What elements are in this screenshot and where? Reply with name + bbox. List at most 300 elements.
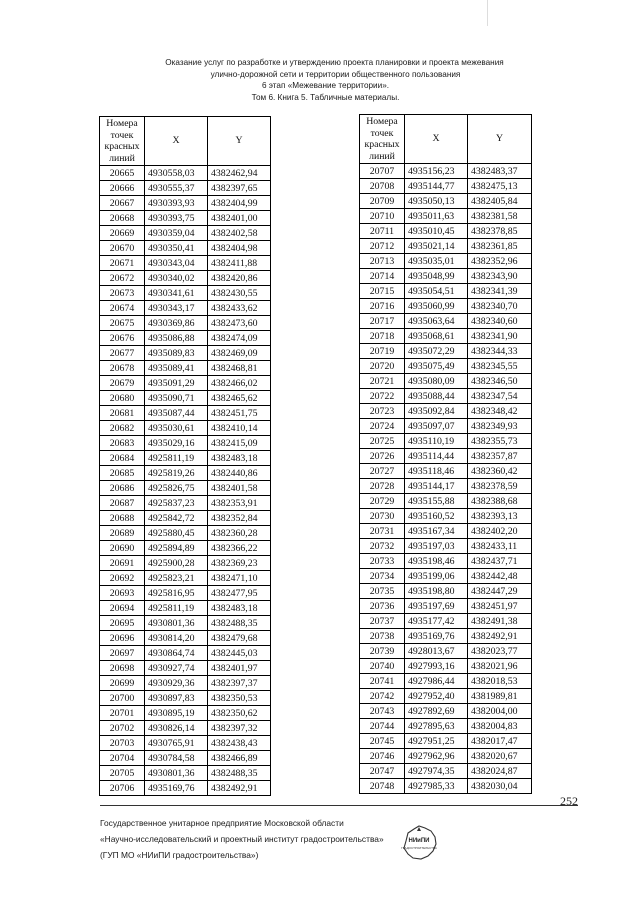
- table-row: [100, 721, 271, 736]
- table-row: [100, 346, 271, 361]
- y-coordinate-cell: 4382017,47: [468, 734, 532, 749]
- table-row: [360, 734, 532, 749]
- y-coordinate-cell: 4382430,55: [208, 286, 271, 301]
- point-number-cell: 20668: [100, 211, 145, 226]
- x-coordinate-cell: 4930801,36: [145, 616, 208, 631]
- y-coordinate-cell: 4382466,02: [208, 376, 271, 391]
- x-coordinate-cell: 4930927,74: [145, 661, 208, 676]
- point-number-cell: 20721: [360, 374, 405, 389]
- point-number-cell: 20667: [100, 196, 145, 211]
- point-number-cell: 20720: [360, 359, 405, 374]
- table-row: [100, 331, 271, 346]
- page-number: 252: [560, 794, 578, 808]
- point-number-cell: 20739: [360, 644, 405, 659]
- table-row: [100, 541, 271, 556]
- logo-subtext: ГРАДОСТРОИТЕЛЬСТВА: [401, 846, 437, 850]
- y-coordinate-cell: 4381989,81: [468, 689, 532, 704]
- y-coordinate-cell: 4382488,35: [208, 616, 271, 631]
- y-coordinate-cell: 4382388,68: [468, 494, 532, 509]
- x-coordinate-cell: 4925900,28: [145, 556, 208, 571]
- table-row: [100, 706, 271, 721]
- point-number-cell: 20731: [360, 524, 405, 539]
- y-coordinate-cell: 4382415,09: [208, 436, 271, 451]
- x-coordinate-cell: 4935169,76: [405, 629, 468, 644]
- x-coordinate-cell: 4927985,33: [405, 779, 468, 794]
- y-coordinate-cell: 4382433,62: [208, 301, 271, 316]
- point-number-cell: 20708: [360, 179, 405, 194]
- table-row: [100, 211, 271, 226]
- point-number-cell: 20742: [360, 689, 405, 704]
- point-number-cell: 20744: [360, 719, 405, 734]
- point-number-cell: 20709: [360, 194, 405, 209]
- point-number-cell: 20715: [360, 284, 405, 299]
- y-coordinate-cell: 4382343,90: [468, 269, 532, 284]
- x-coordinate-cell: 4930897,83: [145, 691, 208, 706]
- point-header-line: линий: [109, 152, 135, 164]
- x-coordinate-cell: 4935156,23: [405, 164, 468, 179]
- y-coordinate-cell: 4382447,29: [468, 584, 532, 599]
- point-number-cell: 20748: [360, 779, 405, 794]
- point-number-cell: 20680: [100, 391, 145, 406]
- point-header-line: Номера: [106, 118, 138, 129]
- table-row: [360, 164, 532, 179]
- y-coordinate-cell: 4382381,58: [468, 209, 532, 224]
- y-coordinate-cell: 4382420,86: [208, 271, 271, 286]
- table-row: [100, 406, 271, 421]
- point-number-cell: 20738: [360, 629, 405, 644]
- table-row: [360, 254, 532, 269]
- point-number-cell: 20704: [100, 751, 145, 766]
- y-coordinate-cell: 4382483,18: [208, 451, 271, 466]
- x-coordinate-cell: 4935118,46: [405, 464, 468, 479]
- y-coordinate-cell: 4382404,99: [208, 196, 271, 211]
- point-number-cell: 20697: [100, 646, 145, 661]
- table-row: [100, 181, 271, 196]
- point-number-cell: 20725: [360, 434, 405, 449]
- point-number-header: [360, 115, 405, 164]
- table-row: [360, 419, 532, 434]
- point-header-line: линий: [369, 150, 395, 162]
- y-coordinate-cell: 4382411,88: [208, 256, 271, 271]
- x-coordinate-cell: 4930343,04: [145, 256, 208, 271]
- x-coordinate-cell: 4930826,14: [145, 721, 208, 736]
- point-header-line: красных: [104, 141, 140, 152]
- point-header-line: Номера: [366, 116, 398, 127]
- y-coordinate-cell: 4382349,93: [468, 419, 532, 434]
- table-row: [360, 314, 532, 329]
- x-coordinate-cell: 4935011,63: [405, 209, 468, 224]
- table-row: [100, 421, 271, 436]
- x-coordinate-cell: 4925826,75: [145, 481, 208, 496]
- table-row: [360, 344, 532, 359]
- table-row: [100, 571, 271, 586]
- document-footer: [100, 815, 384, 863]
- point-number-cell: 20713: [360, 254, 405, 269]
- table-row: [360, 179, 532, 194]
- table-row: [360, 449, 532, 464]
- x-coordinate-cell: 4928013,67: [405, 644, 468, 659]
- footer-line-3: (ГУП МО «НИиПИ градостроительства»): [100, 850, 259, 860]
- y-coordinate-cell: 4382023,77: [468, 644, 532, 659]
- x-coordinate-cell: 4927951,25: [405, 734, 468, 749]
- coordinates-table-right: [359, 114, 532, 794]
- x-coordinate-cell: 4930341,61: [145, 286, 208, 301]
- table-row: [360, 614, 532, 629]
- x-coordinate-cell: 4927962,96: [405, 749, 468, 764]
- table-row: [100, 481, 271, 496]
- point-number-cell: 20743: [360, 704, 405, 719]
- x-coordinate-cell: 4935197,03: [405, 539, 468, 554]
- table-header-row: [100, 117, 271, 166]
- table-row: [360, 569, 532, 584]
- point-number-cell: 20732: [360, 539, 405, 554]
- y-coordinate-cell: 4382462,94: [208, 166, 271, 181]
- table-row: [100, 736, 271, 751]
- y-coordinate-cell: 4382433,11: [468, 539, 532, 554]
- table-row: [100, 601, 271, 616]
- x-coordinate-cell: 4935167,34: [405, 524, 468, 539]
- x-coordinate-cell: 4935060,99: [405, 299, 468, 314]
- y-coordinate-cell: 4382378,59: [468, 479, 532, 494]
- y-coordinate-cell: 4382397,32: [208, 721, 271, 736]
- y-coordinate-cell: 4382492,91: [208, 781, 271, 796]
- x-coordinate-cell: 4935097,07: [405, 419, 468, 434]
- y-coordinate-cell: 4382353,91: [208, 496, 271, 511]
- x-coordinate-cell: 4935030,61: [145, 421, 208, 436]
- table-row: [100, 511, 271, 526]
- x-coordinate-cell: 4935087,44: [145, 406, 208, 421]
- y-coordinate-cell: 4382004,83: [468, 719, 532, 734]
- table-row: [360, 509, 532, 524]
- y-coordinate-cell: 4382479,68: [208, 631, 271, 646]
- y-coordinate-cell: 4382483,37: [468, 164, 532, 179]
- table-row: [360, 299, 532, 314]
- y-coordinate-cell: 4382341,90: [468, 329, 532, 344]
- point-number-header: [100, 117, 145, 166]
- y-coordinate-cell: 4382483,18: [208, 601, 271, 616]
- x-coordinate-cell: 4935092,84: [405, 404, 468, 419]
- y-coordinate-cell: 4382369,23: [208, 556, 271, 571]
- y-coordinate-cell: 4382350,62: [208, 706, 271, 721]
- y-coordinate-cell: 4382366,22: [208, 541, 271, 556]
- y-coordinate-cell: 4382347,54: [468, 389, 532, 404]
- table-body-right: [360, 164, 532, 794]
- table-row: [360, 479, 532, 494]
- y-coordinate-cell: 4382442,48: [468, 569, 532, 584]
- y-coordinate-cell: 4382491,38: [468, 614, 532, 629]
- point-number-cell: 20689: [100, 526, 145, 541]
- x-coordinate-cell: 4935010,45: [405, 224, 468, 239]
- x-coordinate-cell: 4927895,63: [405, 719, 468, 734]
- x-coordinate-cell: 4930555,37: [145, 181, 208, 196]
- point-number-cell: 20677: [100, 346, 145, 361]
- table-row: [100, 286, 271, 301]
- table-row: [360, 764, 532, 779]
- point-number-cell: 20674: [100, 301, 145, 316]
- x-coordinate-cell: 4930359,04: [145, 226, 208, 241]
- y-coordinate-cell: 4382350,53: [208, 691, 271, 706]
- table-row: [100, 301, 271, 316]
- table-row: [360, 779, 532, 794]
- x-coordinate-cell: 4930864,74: [145, 646, 208, 661]
- point-number-cell: 20672: [100, 271, 145, 286]
- y-coordinate-cell: 4382474,09: [208, 331, 271, 346]
- point-number-cell: 20702: [100, 721, 145, 736]
- point-number-cell: 20729: [360, 494, 405, 509]
- x-coordinate-cell: 4935075,49: [405, 359, 468, 374]
- table-row: [100, 436, 271, 451]
- point-number-cell: 20666: [100, 181, 145, 196]
- x-coordinate-cell: 4925811,19: [145, 451, 208, 466]
- table-row: [100, 226, 271, 241]
- point-number-cell: 20695: [100, 616, 145, 631]
- x-coordinate-cell: 4935177,42: [405, 614, 468, 629]
- x-coordinate-cell: 4925842,72: [145, 511, 208, 526]
- y-coordinate-cell: 4382405,84: [468, 194, 532, 209]
- point-number-cell: 20736: [360, 599, 405, 614]
- point-number-cell: 20733: [360, 554, 405, 569]
- point-number-cell: 20693: [100, 586, 145, 601]
- point-number-cell: 20734: [360, 569, 405, 584]
- table-row: [360, 689, 532, 704]
- point-number-cell: 20717: [360, 314, 405, 329]
- table-row: [360, 704, 532, 719]
- y-coordinate-cell: 4382445,03: [208, 646, 271, 661]
- point-number-cell: 20699: [100, 676, 145, 691]
- point-number-cell: 20679: [100, 376, 145, 391]
- point-number-cell: 20730: [360, 509, 405, 524]
- point-number-cell: 20722: [360, 389, 405, 404]
- table-row: [360, 644, 532, 659]
- footer-line-2: «Научно-исследовательский и проектный институт градостроительства»: [100, 834, 384, 844]
- point-number-cell: 20681: [100, 406, 145, 421]
- y-coordinate-cell: 4382451,75: [208, 406, 271, 421]
- footer-divider: [100, 805, 578, 806]
- x-coordinate-cell: 4935198,80: [405, 584, 468, 599]
- y-coordinate-cell: 4382469,09: [208, 346, 271, 361]
- point-number-cell: 20686: [100, 481, 145, 496]
- point-number-cell: 20735: [360, 584, 405, 599]
- point-header-line: красных: [364, 139, 400, 150]
- x-coordinate-cell: 4935050,13: [405, 194, 468, 209]
- x-coordinate-cell: 4930558,03: [145, 166, 208, 181]
- table-row: [100, 496, 271, 511]
- document-header: [0, 57, 629, 103]
- x-coordinate-cell: 4935088,44: [405, 389, 468, 404]
- y-coordinate-cell: 4382030,04: [468, 779, 532, 794]
- point-number-cell: 20673: [100, 286, 145, 301]
- logo-text: НИиПИ: [408, 838, 430, 844]
- table-row: [360, 194, 532, 209]
- point-number-cell: 20694: [100, 601, 145, 616]
- point-number-cell: 20726: [360, 449, 405, 464]
- y-coordinate-cell: 4382346,50: [468, 374, 532, 389]
- y-coordinate-cell: 4382360,28: [208, 526, 271, 541]
- table-row: [100, 256, 271, 271]
- y-coordinate-cell: 4382401,97: [208, 661, 271, 676]
- x-coordinate-cell: 4925823,21: [145, 571, 208, 586]
- point-number-cell: 20711: [360, 224, 405, 239]
- x-header: X: [405, 115, 468, 164]
- y-coordinate-cell: 4382402,20: [468, 524, 532, 539]
- y-coordinate-cell: 4382397,65: [208, 181, 271, 196]
- point-number-cell: 20671: [100, 256, 145, 271]
- y-coordinate-cell: 4382437,71: [468, 554, 532, 569]
- y-coordinate-cell: 4382021,96: [468, 659, 532, 674]
- point-number-cell: 20665: [100, 166, 145, 181]
- x-coordinate-cell: 4935021,14: [405, 239, 468, 254]
- y-coordinate-cell: 4382438,43: [208, 736, 271, 751]
- y-coordinate-cell: 4382488,35: [208, 766, 271, 781]
- x-coordinate-cell: 4925880,45: [145, 526, 208, 541]
- table-row: [360, 584, 532, 599]
- table-row: [360, 674, 532, 689]
- table-row: [360, 359, 532, 374]
- table-row: [100, 316, 271, 331]
- y-coordinate-cell: 4382352,96: [468, 254, 532, 269]
- y-coordinate-cell: 4382475,13: [468, 179, 532, 194]
- point-number-cell: 20714: [360, 269, 405, 284]
- table-row: [360, 374, 532, 389]
- y-coordinate-cell: 4382404,98: [208, 241, 271, 256]
- point-header-line: точек: [110, 129, 134, 141]
- point-number-cell: 20698: [100, 661, 145, 676]
- coordinates-table-left: [99, 116, 271, 796]
- y-coordinate-cell: 4382465,62: [208, 391, 271, 406]
- table-row: [360, 284, 532, 299]
- point-number-cell: 20700: [100, 691, 145, 706]
- y-coordinate-cell: 4382355,73: [468, 434, 532, 449]
- table-row: [360, 659, 532, 674]
- table-row: [100, 196, 271, 211]
- header-line-4: Том 6. Книга 5. Табличные материалы.: [251, 92, 400, 102]
- x-coordinate-cell: 4927974,35: [405, 764, 468, 779]
- x-coordinate-cell: 4935091,29: [145, 376, 208, 391]
- y-coordinate-cell: 4382401,00: [208, 211, 271, 226]
- y-coordinate-cell: 4382397,37: [208, 676, 271, 691]
- point-number-cell: 20706: [100, 781, 145, 796]
- point-number-cell: 20728: [360, 479, 405, 494]
- table-row: [100, 376, 271, 391]
- table-row: [360, 209, 532, 224]
- table-row: [100, 166, 271, 181]
- point-number-cell: 20676: [100, 331, 145, 346]
- y-coordinate-cell: 4382471,10: [208, 571, 271, 586]
- table-row: [100, 241, 271, 256]
- point-number-cell: 20684: [100, 451, 145, 466]
- table-row: [360, 599, 532, 614]
- y-coordinate-cell: 4382024,87: [468, 764, 532, 779]
- table-row: [360, 629, 532, 644]
- x-coordinate-cell: 4930393,75: [145, 211, 208, 226]
- x-coordinate-cell: 4935054,51: [405, 284, 468, 299]
- point-number-cell: 20716: [360, 299, 405, 314]
- x-coordinate-cell: 4925816,95: [145, 586, 208, 601]
- x-coordinate-cell: 4935155,88: [405, 494, 468, 509]
- point-number-cell: 20710: [360, 209, 405, 224]
- point-number-cell: 20675: [100, 316, 145, 331]
- header-line-2: улично-дорожной сети и территории общественного пользования: [210, 69, 461, 79]
- point-number-cell: 20741: [360, 674, 405, 689]
- table-row: [100, 691, 271, 706]
- y-coordinate-cell: 4382451,97: [468, 599, 532, 614]
- x-coordinate-cell: 4925811,19: [145, 601, 208, 616]
- y-coordinate-cell: 4382004,00: [468, 704, 532, 719]
- y-coordinate-cell: 4382410,14: [208, 421, 271, 436]
- y-coordinate-cell: 4382344,33: [468, 344, 532, 359]
- x-coordinate-cell: 4935197,69: [405, 599, 468, 614]
- x-coordinate-cell: 4930801,36: [145, 766, 208, 781]
- x-coordinate-cell: 4930393,93: [145, 196, 208, 211]
- table-row: [360, 269, 532, 284]
- point-number-cell: 20724: [360, 419, 405, 434]
- point-number-cell: 20737: [360, 614, 405, 629]
- header-line-3: 6 этап «Межевание территории».: [261, 81, 390, 90]
- y-coordinate-cell: 4382477,95: [208, 586, 271, 601]
- table-row: [100, 391, 271, 406]
- point-header-line: точек: [370, 127, 394, 139]
- scan-edge-mark: [487, 0, 488, 26]
- x-coordinate-cell: 4930369,86: [145, 316, 208, 331]
- table-row: [360, 239, 532, 254]
- y-coordinate-cell: 4382473,60: [208, 316, 271, 331]
- table-row: [360, 719, 532, 734]
- table-row: [360, 329, 532, 344]
- x-coordinate-cell: 4930929,36: [145, 676, 208, 691]
- point-number-cell: 20683: [100, 436, 145, 451]
- table-row: [360, 524, 532, 539]
- y-coordinate-cell: 4382360,42: [468, 464, 532, 479]
- table-row: [100, 631, 271, 646]
- point-number-cell: 20712: [360, 239, 405, 254]
- point-number-cell: 20670: [100, 241, 145, 256]
- point-number-cell: 20669: [100, 226, 145, 241]
- x-coordinate-cell: 4930765,91: [145, 736, 208, 751]
- table-row: [100, 466, 271, 481]
- x-coordinate-cell: 4930340,02: [145, 271, 208, 286]
- x-coordinate-cell: 4935029,16: [145, 436, 208, 451]
- x-coordinate-cell: 4935072,29: [405, 344, 468, 359]
- point-number-cell: 20701: [100, 706, 145, 721]
- x-coordinate-cell: 4927986,44: [405, 674, 468, 689]
- x-coordinate-cell: 4930343,17: [145, 301, 208, 316]
- x-coordinate-cell: 4935035,01: [405, 254, 468, 269]
- header-line-1: Оказание услуг по разработке и утверждению проекта планировки и проекта межевания: [165, 58, 504, 67]
- point-number-cell: 20685: [100, 466, 145, 481]
- point-number-cell: 20718: [360, 329, 405, 344]
- table-row: [100, 781, 271, 796]
- table-row: [100, 526, 271, 541]
- x-coordinate-cell: 4930895,19: [145, 706, 208, 721]
- x-coordinate-cell: 4935199,06: [405, 569, 468, 584]
- y-coordinate-cell: 4382402,58: [208, 226, 271, 241]
- point-number-cell: 20703: [100, 736, 145, 751]
- table-row: [100, 586, 271, 601]
- x-coordinate-cell: 4935086,88: [145, 331, 208, 346]
- y-coordinate-cell: 4382352,84: [208, 511, 271, 526]
- x-coordinate-cell: 4935080,09: [405, 374, 468, 389]
- table-row: [360, 554, 532, 569]
- x-coordinate-cell: 4935089,41: [145, 361, 208, 376]
- point-number-cell: 20705: [100, 766, 145, 781]
- y-coordinate-cell: 4382468,81: [208, 361, 271, 376]
- x-coordinate-cell: 4935114,44: [405, 449, 468, 464]
- point-number-cell: 20746: [360, 749, 405, 764]
- y-header: Y: [208, 117, 271, 166]
- x-coordinate-cell: 4930814,20: [145, 631, 208, 646]
- point-number-cell: 20688: [100, 511, 145, 526]
- x-coordinate-cell: 4935144,17: [405, 479, 468, 494]
